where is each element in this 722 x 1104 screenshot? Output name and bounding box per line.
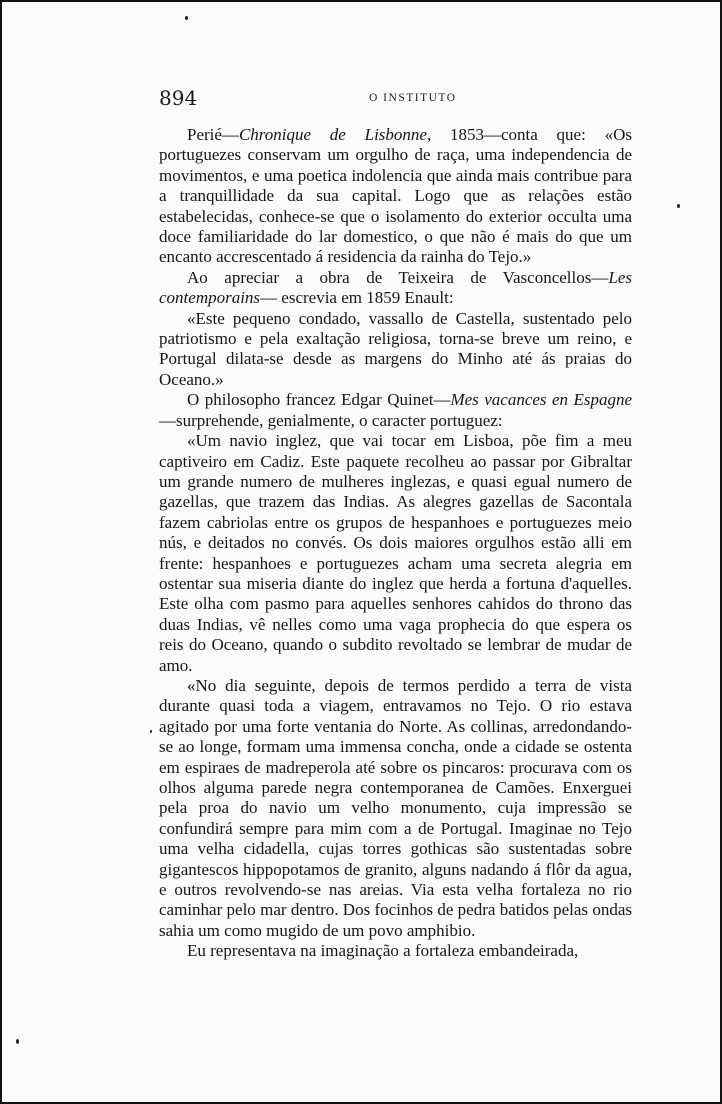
paragraph-quinet-quote-2: «No dia seguinte, depois de termos perdido a terra de vista durante quasi toda a viagem, entravamos no Tejo. O rio estava agitado por uma forte ventania do Norte. As collinas, arredondando-se ao longe, formam uma immensa concha, onde a cidade se ostenta em espiraes de madreperola até sobre os pincaros: procurava com os olhos alguma parede negra contemporanea de Camões. Enxerguei pela proa do navio um velho monumento, cuja impressão se confundirá sempre para mim com a de Portugal. Imaginae no Tejo uma velha cidadella, cujas torres gothicas são sustentadas sobre gigantescos hippopotamos de granito, alguns nadando á flôr da agua, e outros revolvendo-se nas areias. Via esta velha fortaleza no rio caminhar pelo mar dentro. Dos focinhos de pedra batidos pelas ondas sahia um como mugido de um povo amphibio.: [159, 675, 632, 940]
paragraph-perie: Perié—Chronique de Lisbonne, 1853—conta que: «Os portuguezes conservam um orgulho de raça, uma independencia de movimentos, e uma poetica indolencia que ainda mais contribue para a tranquillidade da sua capital. Logo que as relações estão estabelecidas, conhece-se que o isolamento do exterior occulta uma doce familiaridade do lar domestico, o que não é mais do que um encanto accrescentado á residencia da rainha do Tejo.»: [159, 125, 632, 267]
paragraph-vasconcellos: Ao apreciar a obra de Teixeira de Vasconcellos—Les contemporains— escrevia em 1859 Enault:: [159, 267, 632, 308]
paragraph-quinet-quote-1: «Um navio inglez, que vai tocar em Lisboa, põe fim a meu captiveiro em Cadiz. Este paquete recolheu ao passar por Gibraltar um grande numero de mulheres inglezas, e quasi egual numero de gazellas, que trazem das Indias. As alegres gazellas de Sacontala fazem cabriolas entre os grupos de hespanhoes e portuguezes meio nús, e deitados no convés. Os dois maiores orgulhos estão alli em frente: hespanhoes e portuguezes acham uma secreta alegria em ostentar sua miseria diante do inglez que herda a fortuna d'aquelles. Este olha com pasmo para aquelles senhores cahidos do throno das duas Indias, vê nelles como uma vaga prophecia do que espera os reis do Oceano, quando o subdito revoltado se lembrar de mudar de amo.: [159, 431, 632, 675]
book-title: Les contemporains: [159, 267, 632, 308]
ink-speck: [185, 16, 188, 20]
page-header: [159, 86, 632, 112]
book-title: Chronique de Lisbonne,: [238, 125, 432, 144]
paragraph-enault-quote: «Este pequeno condado, vassallo de Castella, sustentado pelo patriotismo e pela exaltação religiosa, torna-se breve um reino, e Portugal dilata-se desde as margens do Minho até ás praias do Oceano.»: [159, 308, 632, 389]
paragraph-quinet: O philosopho francez Edgar Quinet—Mes vacances en Espagne—surprehende, genialmente, o caracter portuguez:: [159, 390, 632, 430]
body-text: [159, 125, 632, 962]
ink-speck: [16, 1039, 19, 1044]
paragraph-final: Eu representava na imaginação a fortaleza embandeirada,: [187, 941, 579, 961]
ink-speck: [677, 204, 680, 208]
page-number: 894: [159, 86, 198, 110]
running-head: O INSTITUTO: [369, 92, 457, 104]
book-title: Mes vacances en Espagne: [450, 390, 632, 410]
ink-speck: [150, 730, 152, 733]
